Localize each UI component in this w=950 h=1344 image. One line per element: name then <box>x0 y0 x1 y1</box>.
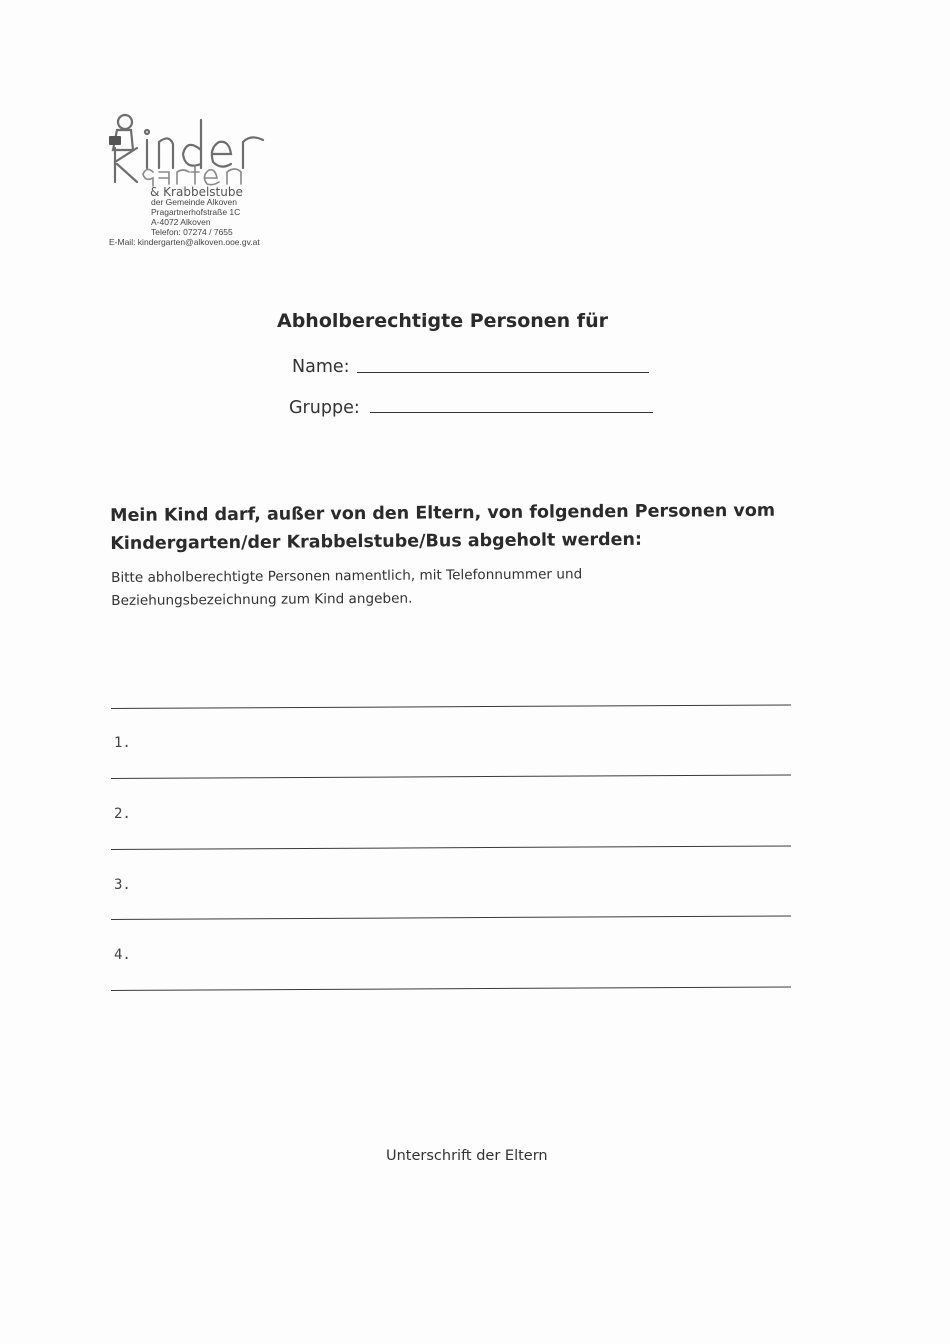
entry-number: 4. <box>114 947 131 963</box>
entry-number: 1. <box>114 735 131 751</box>
instruction-line: Kindergarten/der Krabbelstube/Bus abgeholt werden: <box>110 529 643 554</box>
logo-subtitle: & Krabbelstube <box>150 185 243 199</box>
name-label: Name: <box>292 357 350 377</box>
kindergarten-logo-graphic <box>103 110 283 190</box>
phone-line: Telefon: 07274 / 7655 <box>151 227 233 237</box>
form-title: Abholberechtigte Personen für <box>277 310 608 332</box>
entry-number: 2. <box>114 806 131 822</box>
entry-field[interactable] <box>111 774 791 779</box>
name-field[interactable] <box>357 372 649 373</box>
email-line: E-Mail: kindergarten@alkoven.ooe.gv.at <box>109 237 260 247</box>
signature-label: Unterschrift der Eltern <box>386 1148 548 1164</box>
entry-field[interactable] <box>111 845 791 850</box>
entry-line-top <box>111 704 791 709</box>
kindergarten-logo <box>103 110 283 250</box>
group-label: Gruppe: <box>289 398 360 418</box>
address-line: der Gemeinde Alkoven <box>151 197 237 207</box>
entry-field[interactable] <box>111 986 791 991</box>
note-line: Bitte abholberechtigte Personen namentlich, mit Telefonnummer und <box>111 566 583 586</box>
group-field[interactable] <box>370 412 653 413</box>
address-line: Pragartnerhofstraße 1C <box>151 207 241 217</box>
instruction-text <box>110 496 840 558</box>
note-line: Beziehungsbezeichnung zum Kind angeben. <box>111 590 413 609</box>
address-line: A-4072 Alkoven <box>151 217 211 227</box>
entry-number: 3. <box>114 877 131 893</box>
instruction-line: Mein Kind darf, außer von den Eltern, von folgenden Personen vom <box>110 500 776 526</box>
entry-field[interactable] <box>111 915 791 920</box>
note-text <box>111 561 831 613</box>
